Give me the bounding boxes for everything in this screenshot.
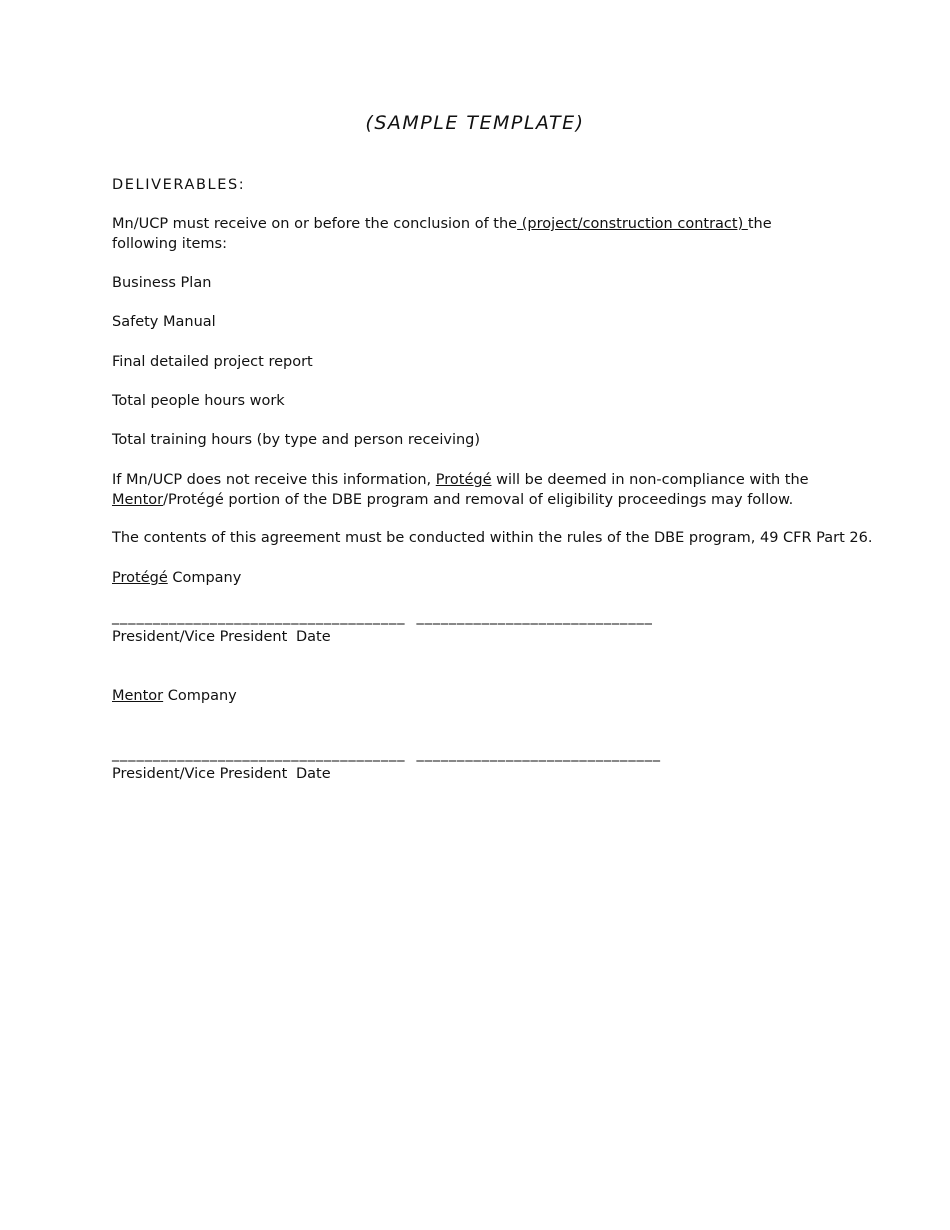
intro-text-before: Mn/UCP must receive on or before the conclusion of the — [112, 216, 518, 232]
noncompliance-text-1: If Mn/UCP does not receive this information, — [112, 472, 436, 488]
mentor-signature-labels — [112, 765, 331, 785]
protege-company-name: Protégé — [112, 570, 168, 586]
mentor-company-suffix: Company — [163, 688, 237, 704]
protege-date-label: Date — [296, 629, 331, 645]
mentor-date-label: Date — [296, 766, 331, 782]
intro-paragraph — [112, 215, 832, 254]
mentor-signature-lines — [112, 746, 661, 762]
noncompliance-paragraph — [112, 471, 832, 510]
protege-term: Protégé — [435, 472, 492, 488]
list-item: Final detailed project report — [112, 354, 313, 370]
noncompliance-text-2: will be deemed in non-compliance with the — [491, 472, 809, 488]
mentor-company-label — [112, 687, 237, 707]
mentor-signature-label: President/Vice President — [112, 766, 288, 782]
protege-signature-label: President/Vice President — [112, 629, 288, 645]
protege-company-suffix: Company — [167, 570, 242, 586]
mentor-date-line: ______________________________ — [416, 746, 661, 762]
protege-date-line: _____________________________ — [416, 609, 653, 625]
mentor-company-name: Mentor — [112, 688, 164, 704]
list-item: Total people hours work — [112, 393, 285, 409]
page-title: (SAMPLE TEMPLATE) — [365, 112, 585, 134]
intro-text-after: the following items: — [112, 216, 772, 252]
mentor-signature-line: ____________________________________ — [112, 746, 406, 762]
protege-signature-labels — [112, 628, 331, 648]
list-item: Safety Manual — [112, 314, 216, 330]
rules-statement: The contents of this agreement must be conducted within the rules of the DBE program, 49 CFR Part 26. — [112, 530, 873, 546]
intro-underlined-text: (project/construction contract) — [517, 216, 748, 232]
mentor-term: Mentor — [112, 491, 164, 508]
protege-company-label — [112, 569, 241, 589]
protege-signature-lines — [112, 609, 653, 625]
noncompliance-text-3: /Protégé portion of the DBE program and removal of eligibility proceedings may follow. — [163, 491, 794, 508]
protege-signature-line: ____________________________________ — [112, 609, 406, 625]
list-item: Total training hours (by type and person receiving) — [112, 432, 481, 448]
list-item: Business Plan — [112, 275, 212, 291]
deliverables-heading: DELIVERABLES: — [112, 177, 246, 193]
